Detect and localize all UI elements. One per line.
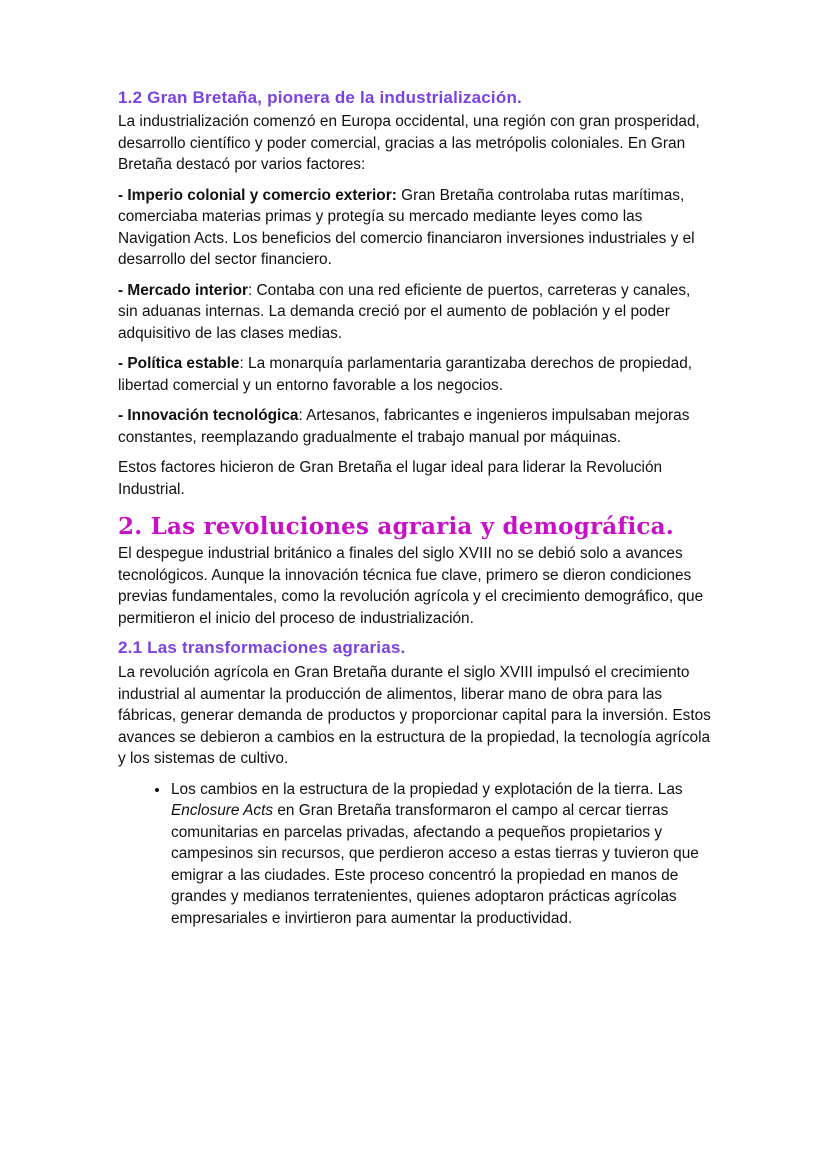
- paragraph-intro-2: El despegue industrial británico a finales del siglo XVIII no se debió solo a avances tecnológicos. Aunque la innovación técnica fue clave, primero se dieron condiciones previas fundamentales, como la revolución agrícola y el crecimiento demográfico, que permitieron el inicio del proceso de industrialización.: [118, 545, 704, 627]
- factor-text: : La monarquía parlamentaria garantizaba derechos de propiedad, libertad comercial y un entorno favorable a los negocios.: [118, 355, 693, 394]
- factor-text: : Contaba con una red eficiente de puertos, carreteras y canales, sin aduanas internas. La demanda creció por el aumento de población y el poder adquisitivo de las clases medias.: [118, 281, 691, 342]
- list-item-enclosure-acts: [170, 779, 714, 930]
- factor-paragraph-mercado-interior: [118, 280, 714, 345]
- factor-label: - Imperio colonial y comercio exterior:: [118, 186, 397, 204]
- factor-label: - Innovación tecnológica: [118, 407, 299, 424]
- factor-paragraph-politica-estable: [118, 353, 714, 396]
- paragraph-intro-2-1: La revolución agrícola en Gran Bretaña durante el siglo XVIII impulsó el crecimiento industrial al aumentar la producción de alimentos, liberar mano de obra para las fábricas, generar demanda de productos y proporcionar capital para la inversión. Estos avances se debieron a cambios en la estructura de la propiedad, la tecnología agrícola y los sistemas de cultivo.: [118, 664, 711, 767]
- section-heading-2: 2. Las revoluciones agraria y demográfica.: [118, 513, 674, 540]
- section-heading-2-1: 2.1 Las transformaciones agrarias.: [118, 638, 406, 657]
- paragraph-conclusion-1-2: Estos factores hicieron de Gran Bretaña el lugar ideal para liderar la Revolución Industrial.: [118, 459, 663, 498]
- list-item-italic-term: Enclosure Acts: [171, 802, 274, 819]
- list-item-rest-text: en Gran Bretaña transformaron el campo al cercar tierras comunitarias en parcelas privadas, afectando a pequeños propietarios y campesinos sin recursos, que perdieron acceso a estas tierras y tuvieron que emigrar a las ciudades. Este proceso concentró la propiedad en manos de grandes y medianos terratenientes, quienes adoptaron prácticas agrícolas empresariales e invirtieron para aumentar la productividad.: [171, 802, 699, 927]
- factor-paragraph-innovacion-tecnologica: [118, 405, 714, 448]
- list-item-lead-text: Los cambios en la estructura de la propiedad y explotación de la tierra. Las: [171, 780, 683, 798]
- bullet-list: [118, 779, 714, 930]
- factor-text: : Artesanos, fabricantes e ingenieros impulsaban mejoras constantes, reemplazando gradualmente el trabajo manual por máquinas.: [118, 407, 690, 446]
- section-heading-1-2: 1.2 Gran Bretaña, pionera de la industrialización.: [118, 88, 522, 107]
- paragraph-intro-1-2: La industrialización comenzó en Europa occidental, una región con gran prosperidad, desarrollo científico y poder comercial, gracias a las metrópolis coloniales. En Gran Bretaña destacó por varios factores:: [118, 113, 700, 173]
- factor-text: Gran Bretaña controlaba rutas marítimas, comerciaba materias primas y protegía su mercado mediante leyes como las Navigation Acts. Los beneficios del comercio financiaron inversiones industriales y el desarrollo del sector financiero.: [118, 186, 695, 268]
- factor-paragraph-imperio-colonial: [118, 185, 714, 271]
- factor-label: - Política estable: [118, 355, 240, 372]
- factor-label: - Mercado interior: [118, 281, 248, 299]
